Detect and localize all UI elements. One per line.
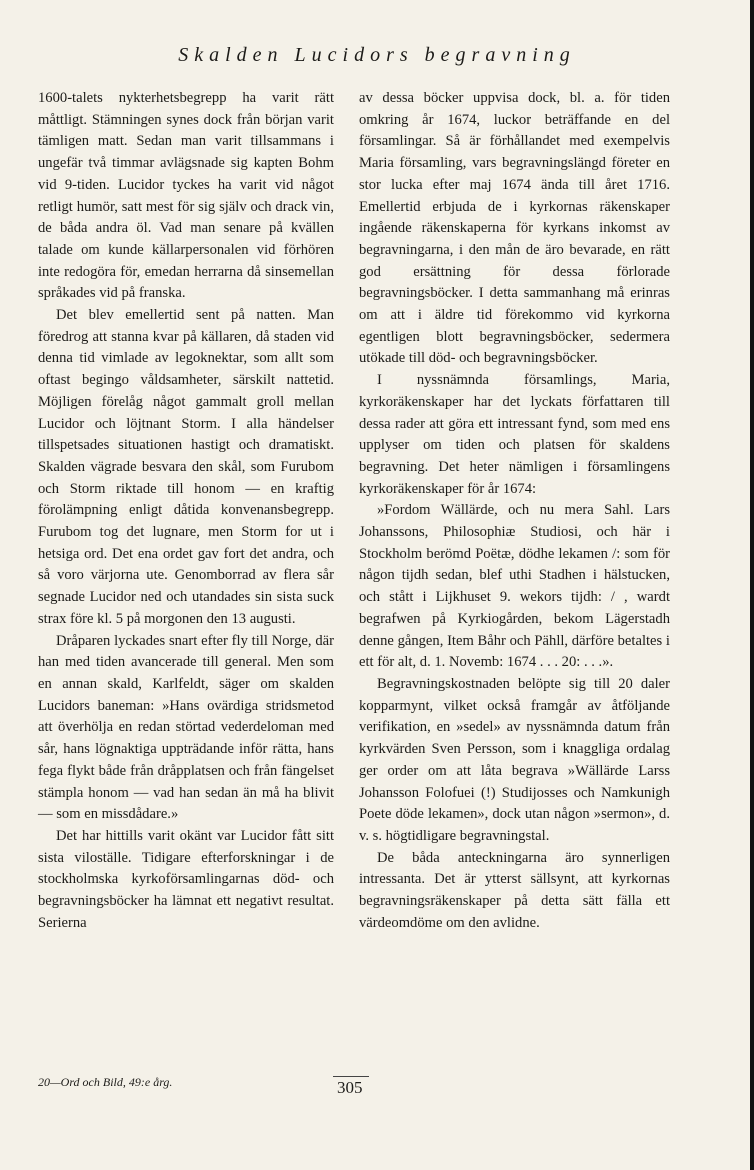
page-number: 305 <box>337 1078 363 1097</box>
page-number-rule <box>333 1076 369 1077</box>
right-column <box>359 88 670 934</box>
left-paragraph-2: Det blev emellertid sent på natten. Man föredrog att stanna kvar på källaren, då staden vid denna tid vimlade av legoknektar, som allt som oftast begingo våldsamheter, särskilt nattetid. Möjligen förelåg något gammalt groll mellan Lucidor och löjtnant Storm. I alla händelser tillspetsades situationen hastigt och dramatiskt. Skalden vägrade besvara den skål, som Furubom och Storm riktade till honom — en kraftig förolämpning enligt dåtida konvenansbegrepp. Furubom tog det lugnare, men Storm for ut i hetsiga ord. Det ena ordet gav fort det andra, och så voro värjorna ute. Genomborrad av flera sår segnade Lucidor ned och utandades sin sista suck strax före kl. 5 på morgonen den 13 augusti. <box>38 307 334 627</box>
left-paragraph-3: Dråparen lyckades snart efter fly till Norge, där han med tiden avancerade till general. Men som en annan skald, Karlfeldt, säger om skalden Lucidors baneman: »Hans ovärdiga stridsmetod att överhölja en redan störtad vederdeloman med sår, hans lögnaktiga uppträdande inför rätta, hans fega flykt både från dråpplatsen och från fängelset stämpla honom — vad han sedan än må ha blivit — som en missdådare.» <box>38 632 334 823</box>
printer-signature: 20—Ord och Bild, 49:e årg. <box>38 1075 173 1089</box>
left-paragraph-4: Det har hittills varit okänt var Lucidor fått sitt sista viloställe. Tidigare efterforskningar i de stockholmska kyrkoförsamlingarnas död- och begravningsböcker ha lämnat ett negativt resultat. Serierna <box>38 827 334 931</box>
church-record-quote: »Fordom Wällärde, och nu mera Sahl. Lars Johanssons, Philosophiæ Studiosi, och här i Stockholm berömd Poëtæ, dödhe lekamen /: som för någon tijdh sedan, blef uthi Stadhen i hälstucken, och stått i Lijkhuset 9. wekors tijdh: / , wardt begrafwen på Kyrkiogården, bekom Lägerstadh denne gången, Item Båhr och Pähll, därföre betaltes i ett för alt, d. 1. Novemb: 1674 . . . 20: . . .». <box>359 502 670 671</box>
left-column <box>38 88 334 934</box>
right-paragraph-4: Begravningskostnaden belöpte sig till 20 daler kopparmynt, vilket också framgår av åtföljande verifikation, en »sedel» av nyssnämnda datum från kyrkvärden Sven Persson, som i knaggliga ordalag ger order om att låta begrava »Wällärde Larss Johansson Folofuei (!) Studijosses och Namkunigh Poete döde lekamen», dock utan någon »sermon», d. v. s. högtidligare begravningstal. <box>359 675 670 844</box>
right-paragraph-1: av dessa böcker uppvisa dock, bl. a. för tiden omkring år 1674, luckor beträffande en del församlingar. Så är förhållandet med exempelvis Maria församling, vars begravningslängd företer en stor lucka efter maj 1674 ända till året 1716. Emellertid erbjuda de i kyrkornas räkenskaper ingående räkenskaperna för kyrkans inkomst av begravningarna, i den mån de äro bevarade, en rätt god ersättning för dessa förlorade begravningsböcker. I detta sammanhang må erinras om att i äldre tid förekommo vid kyrkorna egentligen blott begravningsböcker, sedermera utökade till död- och begravningsböcker. <box>359 90 670 367</box>
right-paragraph-5: De båda anteckningarna äro synnerligen intressanta. Det är ytterst sällsynt, att kyrkornas begravningsräkenskaper på detta sätt fälla ett värdeomdöme om den avlidne. <box>359 849 670 931</box>
left-paragraph-1: 1600-talets nykterhetsbegrepp ha varit rätt måttligt. Stämningen synes dock från början varit tämligen matt. Sedan man varit tillsammans i ungefär två timmar avlägsnade sig kapten Bohm vid 9-tiden. Lucidor tyckes ha varit vid något retligt humör, satt mest för sig själv och drack vin, de båda andra öl. Vad man senare på kvällen talade om kunde källarpersonalen vid förhören inte redogöra för, emedan herrarna då sinsemellan språkades vid på franska. <box>38 90 334 302</box>
running-head: Skalden Lucidors begravning <box>178 44 576 66</box>
page-edge <box>750 0 754 1170</box>
right-paragraph-2: I nyssnämnda församlings, Maria, kyrkoräkenskaper har det lyckats författaren till dessa rader att göra ett intressant fynd, som med ens upplyser om tiden och platsen för skaldens begravning. Det heter nämligen i församlingens kyrkoräkenskaper för år 1674: <box>359 372 670 497</box>
